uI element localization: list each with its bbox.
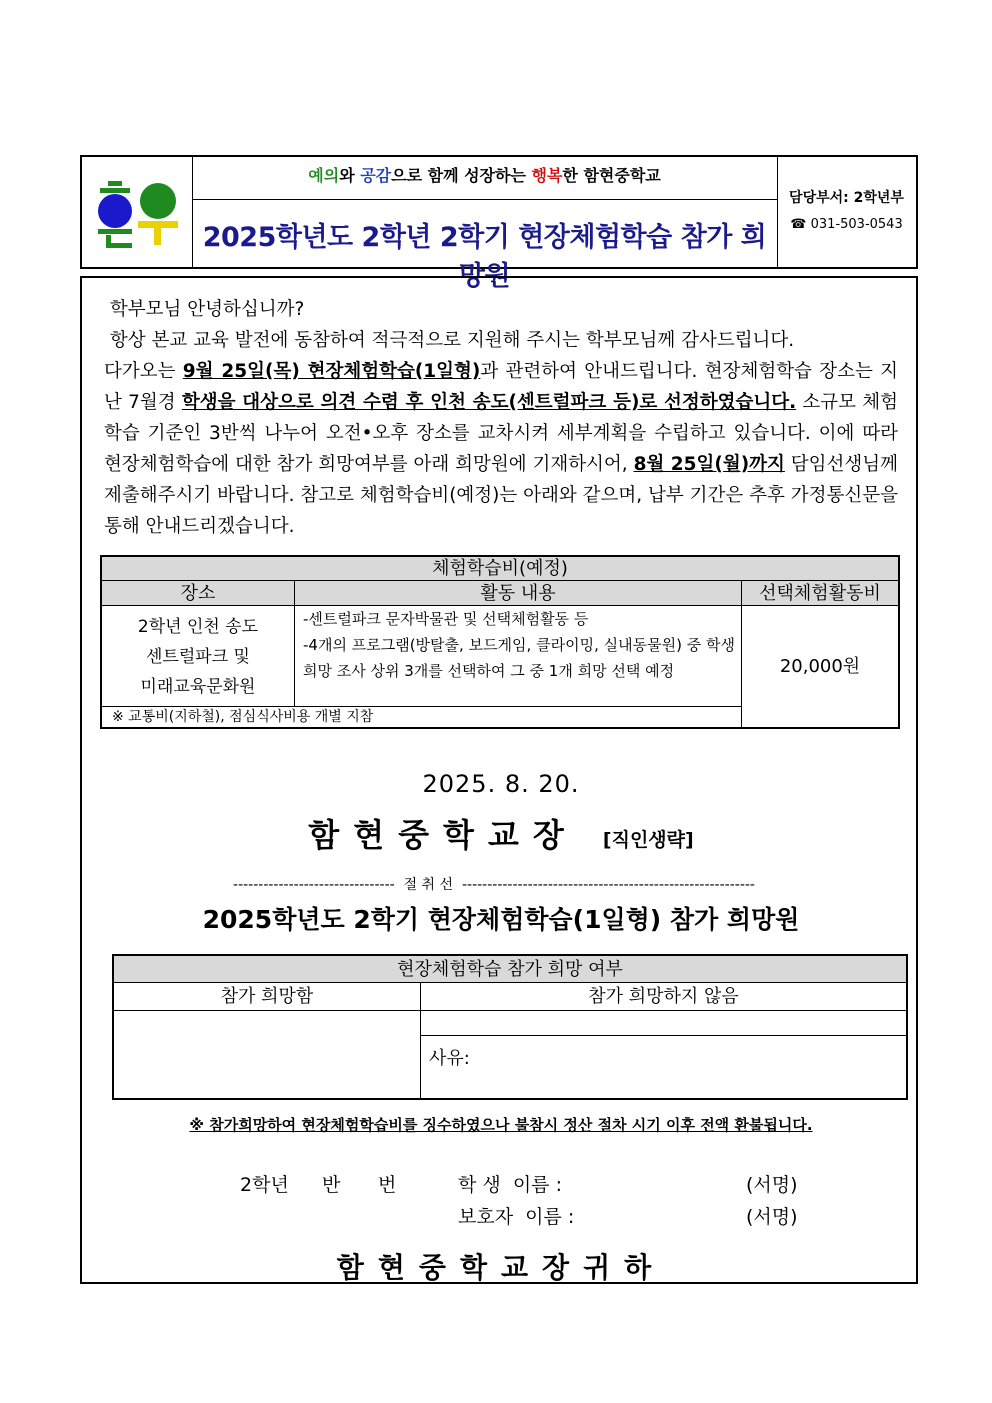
cut-line-dashes: ---------------------------------------------------------- — [461, 877, 755, 893]
greeting-text: 학부모님 안녕하십니까? — [109, 299, 305, 320]
motto-text: 와 — [339, 166, 361, 185]
class-label: 반 — [322, 1174, 341, 1196]
reason-label: 사유: — [429, 1048, 470, 1069]
phone-text: 031-503-0543 — [810, 217, 903, 232]
fee-header-cost: 선택체험활동비 — [742, 581, 898, 606]
place-line: 미래교육문화원 — [140, 677, 256, 697]
fee-table-caption: 체험학습비(예정) — [102, 557, 898, 581]
fee-header-place: 장소 — [102, 581, 295, 606]
location-emphasis: 학생을 대상으로 의견 수렴 후 인천 송도(센트럴파크 등)로 선정하였습니다. — [181, 392, 797, 413]
deadline-emphasis: 8월 25일(월)까지 — [633, 454, 785, 475]
student-name-label: 학 생 이름 : — [458, 1174, 562, 1196]
phone-number — [777, 217, 916, 232]
document-title: 2025학년도 2학년 2학기 현장체험학습 참가 희망원 — [202, 222, 767, 292]
divider — [192, 199, 777, 200]
motto-word-happiness: 행복 — [531, 166, 563, 185]
letter-header — [80, 155, 918, 292]
header-title-block — [192, 157, 778, 292]
letter-body — [80, 276, 918, 1284]
motto-word-empathy: 공감 — [360, 166, 392, 185]
number-label: 번 — [378, 1174, 397, 1196]
parent-name-label: 보호자 이름 : — [458, 1206, 575, 1228]
student-sign-label: (서명) — [746, 1174, 798, 1196]
paragraph-text: 과 관련하여 안내드립니다. 현장체험학습 장소는 지난 7월경 — [104, 361, 898, 413]
paragraph-text: 다가오는 — [104, 361, 183, 382]
fee-table — [100, 555, 900, 729]
fee-amount-cell: 20,000원 — [779, 656, 861, 677]
column-not-participate: 참가 희망하지 않음 — [421, 983, 906, 1011]
principal-signature — [82, 810, 920, 856]
cut-line — [90, 874, 898, 894]
paragraph-text: 담임선생님께 제출해주시기 바랍니다. 참고로 체험학습비(예정)는 아래와 같으며, 납부 기간은 추후 가정통신문을 통해 안내드리겠습니다. — [104, 454, 899, 537]
motto-text: 으로 함께 성장하는 — [391, 166, 532, 185]
participation-caption: 현장체험학습 참가 희망 여부 — [114, 956, 906, 983]
form-title: 2025학년도 2학기 현장체험학습(1일형) 참가 희망원 — [202, 905, 800, 934]
fee-note: ※ 교통비(지하철), 점심식사비용 개별 지참 — [102, 706, 742, 727]
paragraph-text: 항상 본교 교육 발전에 동참하여 적극적으로 지원해 주시는 학부모님께 감사드립니다. — [109, 330, 795, 351]
contact-block — [777, 157, 916, 267]
place-line: 센트럴파크 및 — [146, 647, 250, 667]
school-logo-icon — [82, 157, 192, 267]
cut-line-label: 절 취 선 — [403, 877, 454, 893]
fee-header-activity: 활동 내용 — [295, 581, 742, 606]
principal-name: 함현중학교장 — [308, 816, 578, 854]
column-participate: 참가 희망함 — [114, 983, 421, 1011]
letter-paragraph-1 — [104, 325, 898, 356]
issue-date: 2025. 8. 20. — [422, 770, 580, 798]
event-date-emphasis: 9월 25일(목) 현장체험학습(1일형) — [182, 361, 481, 382]
phone-icon: ☎ — [790, 217, 807, 232]
participate-checkbox-cell[interactable] — [114, 1011, 421, 1098]
fee-activity-cell — [295, 606, 742, 706]
not-participate-checkbox-cell[interactable] — [421, 1011, 906, 1036]
seal-note: [직인생략] — [602, 829, 694, 851]
motto-text: 한 함현중학교 — [562, 166, 661, 185]
reason-field[interactable] — [421, 1036, 906, 1098]
participation-table — [112, 954, 908, 1100]
motto-word-courtesy: 예의 — [308, 166, 340, 185]
grade-label: 2학년 — [240, 1174, 289, 1196]
paragraph-text: 소규모 체험학습 기준인 3반씩 나누어 오전•오후 장소를 교차시켜 세부계획을 수립하고 있습니다. 이에 따라 현장체험학습에 대한 참가 희망여부를 아래 희망원에 기재하시어, — [104, 392, 898, 475]
school-motto — [192, 163, 777, 186]
school-logo — [82, 157, 193, 267]
addressee: 함현중학교장귀하 — [336, 1251, 666, 1284]
place-line: 2학년 인천 송도 — [137, 617, 259, 637]
greeting — [104, 294, 898, 325]
parent-sign-label: (서명) — [746, 1206, 798, 1228]
activity-line: -4개의 프로그램(방탈출, 보드게임, 클라이밍, 실내동물원) 중 학생 희망 조사 상위 3개를 선택하여 그 중 1개 희망 선택 예정 — [303, 636, 735, 680]
cut-line-dashes: -------------------------------- — [233, 877, 395, 893]
fee-place-cell — [102, 606, 295, 706]
refund-notice: ※ 참가희망하여 현장체험학습비를 징수하였으나 불참시 정산 절차 시기 이후 전액 환불됩니다. — [189, 1116, 813, 1134]
letter-paragraph-2 — [104, 356, 898, 542]
activity-line: -센트럴파크 문자박물관 및 선택체험활동 등 — [303, 610, 589, 628]
department-label: 담당부서: 2학년부 — [789, 190, 904, 206]
